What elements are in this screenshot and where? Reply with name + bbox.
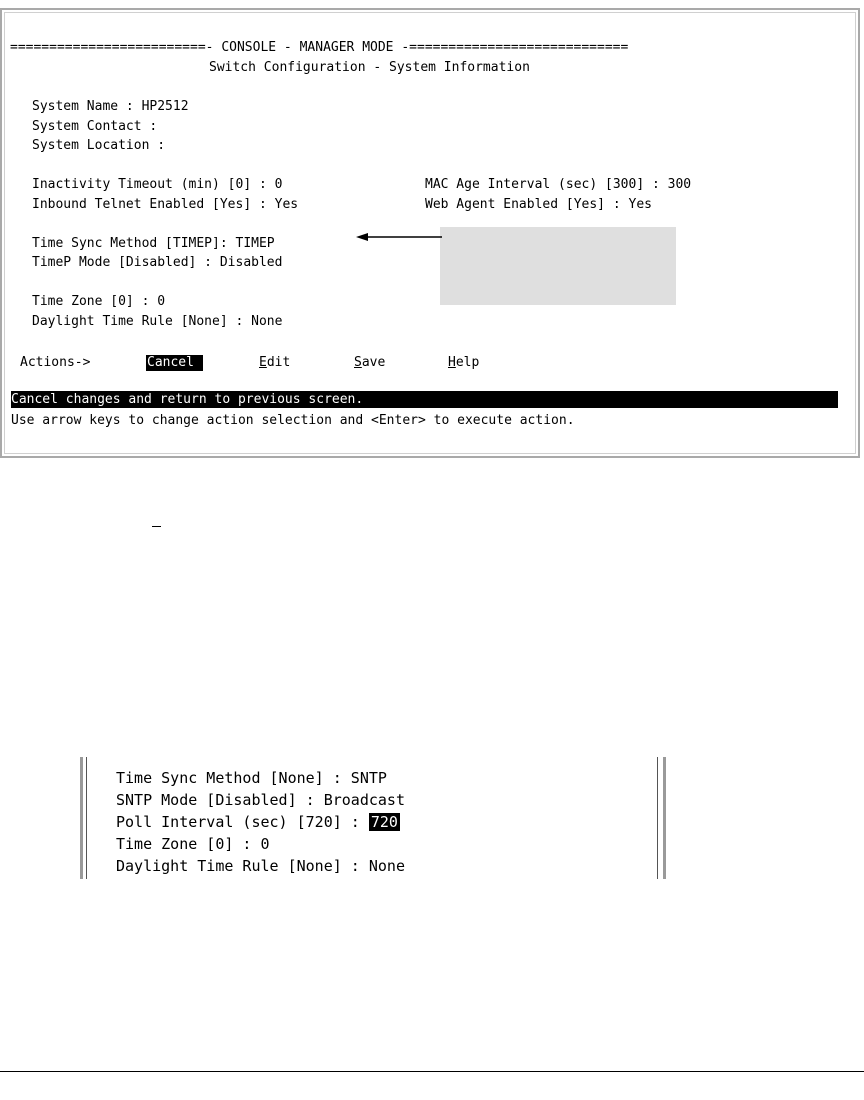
callout-arrow-icon	[356, 232, 442, 242]
system-name-field[interactable]: System Name : HP2512	[32, 99, 189, 114]
snippet-time-zone[interactable]: Time Zone [0] : 0	[116, 835, 270, 853]
underscore-mark	[152, 526, 161, 527]
actions-label: Actions->	[20, 355, 91, 370]
inbound-telnet-field[interactable]: Inbound Telnet Enabled [Yes] : Yes	[32, 197, 299, 212]
sntp-snippet	[70, 757, 670, 879]
hint-message: Use arrow keys to change action selection and <Enter> to execute action.	[11, 413, 575, 428]
time-sync-method-field[interactable]: Time Sync Method [TIMEP]: TIMEP	[32, 236, 275, 251]
snippet-time-sync-method[interactable]: Time Sync Method [None] : SNTP	[116, 769, 387, 787]
page-bottom-rule	[0, 1071, 864, 1072]
console-header: =========================- CONSOLE - MANAGER MODE -============================	[10, 40, 629, 55]
web-agent-field[interactable]: Web Agent Enabled [Yes] : Yes	[425, 197, 652, 212]
daylight-time-rule-field[interactable]: Daylight Time Rule [None] : None	[32, 314, 283, 329]
status-message: Cancel changes and return to previous screen.	[11, 392, 364, 407]
poll-interval-value[interactable]: 720	[370, 813, 398, 831]
help-action[interactable]: Help	[448, 355, 480, 370]
page-subtitle: Switch Configuration - System Information	[209, 60, 530, 75]
snippet-right-border-inner	[657, 757, 658, 879]
system-contact-field[interactable]: System Contact :	[32, 119, 158, 134]
snippet-poll-interval[interactable]: Poll Interval (sec) [720] : 720	[116, 813, 398, 831]
cancel-action[interactable]: Cancel	[146, 355, 203, 371]
system-location-field[interactable]: System Location :	[32, 138, 166, 153]
snippet-daylight-time-rule[interactable]: Daylight Time Rule [None] : None	[116, 857, 405, 875]
snippet-right-border	[663, 757, 666, 879]
save-action[interactable]: Save	[354, 355, 386, 370]
time-zone-field[interactable]: Time Zone [0] : 0	[32, 294, 166, 309]
snippet-left-border-inner	[86, 757, 87, 879]
mac-age-interval-field[interactable]: MAC Age Interval (sec) [300] : 300	[425, 177, 692, 192]
snippet-sntp-mode[interactable]: SNTP Mode [Disabled] : Broadcast	[116, 791, 405, 809]
edit-action[interactable]: Edit	[259, 355, 291, 370]
timep-mode-field[interactable]: TimeP Mode [Disabled] : Disabled	[32, 255, 283, 270]
inactivity-timeout-field[interactable]: Inactivity Timeout (min) [0] : 0	[32, 177, 283, 192]
console-window	[0, 8, 860, 458]
callout-box	[440, 227, 676, 305]
snippet-left-border	[80, 757, 83, 879]
